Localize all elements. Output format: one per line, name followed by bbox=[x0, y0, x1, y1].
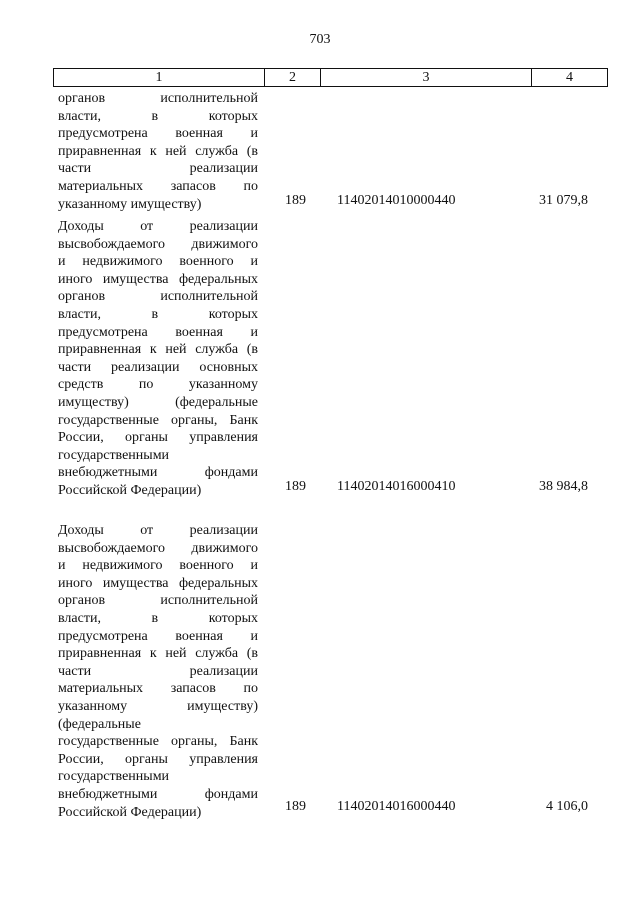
description-line: имуществу) (федеральные bbox=[58, 394, 258, 410]
description-line: Российской Федерации) bbox=[58, 804, 202, 820]
description-line: части реализации основных bbox=[58, 359, 258, 375]
description-line: приравненная к ней служба (в bbox=[58, 143, 258, 159]
table-row bbox=[0, 90, 640, 220]
description-line: материальных запасов по bbox=[58, 681, 258, 697]
description-line: власти, в которых bbox=[58, 610, 258, 626]
description-line: материальных запасов по bbox=[58, 178, 258, 194]
admin-code: 189 bbox=[285, 193, 306, 208]
column-header-2: 2 bbox=[265, 69, 321, 87]
description-line: Доходы от реализации bbox=[58, 219, 258, 234]
description-line: органов исполнительной bbox=[58, 593, 258, 609]
description-line: части реализации bbox=[58, 161, 258, 177]
budget-code: 11402014016000410 bbox=[337, 479, 456, 494]
description-line: органов исполнительной bbox=[58, 289, 258, 305]
row-description bbox=[58, 90, 258, 213]
column-header-table bbox=[53, 68, 608, 87]
description-line: (федеральные bbox=[58, 716, 141, 732]
description-line: России, органы управления bbox=[58, 751, 258, 767]
budget-code: 11402014016000440 bbox=[337, 799, 456, 814]
admin-code: 189 bbox=[285, 799, 306, 814]
description-line: государственные органы, Банк bbox=[58, 734, 258, 750]
table-row bbox=[0, 522, 640, 822]
description-line: предусмотрена военная и bbox=[58, 324, 258, 340]
budget-code: 11402014010000440 bbox=[337, 193, 456, 208]
description-line: иного имущества федеральных bbox=[58, 575, 258, 591]
description-line: и недвижимого военного и bbox=[58, 558, 258, 574]
page-number: 703 bbox=[309, 32, 331, 47]
column-header-3: 3 bbox=[321, 69, 532, 87]
amount: 38 984,8 bbox=[539, 479, 588, 494]
description-line: предусмотрена военная и bbox=[58, 628, 258, 644]
description-line: государственными bbox=[58, 447, 170, 463]
description-line: государственные органы, Банк bbox=[58, 412, 258, 428]
description-line: и недвижимого военного и bbox=[58, 254, 258, 270]
table-row bbox=[0, 218, 640, 498]
description-line: Доходы от реализации bbox=[58, 523, 258, 538]
description-line: указанному имуществу) bbox=[58, 196, 202, 212]
description-line: иного имущества федеральных bbox=[58, 271, 258, 287]
amount: 31 079,8 bbox=[539, 193, 588, 208]
description-line: высвобождаемого движимого bbox=[58, 236, 258, 252]
description-line: предусмотрена военная и bbox=[58, 126, 258, 142]
amount: 4 106,0 bbox=[546, 799, 588, 814]
column-header-4: 4 bbox=[532, 69, 608, 87]
row-description bbox=[58, 218, 258, 500]
description-line: приравненная к ней служба (в bbox=[58, 646, 258, 662]
description-line: средств по указанному bbox=[58, 377, 258, 393]
description-line: внебюджетными фондами bbox=[58, 786, 258, 802]
column-header-1: 1 bbox=[54, 69, 265, 87]
description-line: части реализации bbox=[58, 663, 258, 679]
description-line: приравненная к ней служба (в bbox=[58, 342, 258, 358]
column-header-row bbox=[54, 69, 608, 87]
description-line: власти, в которых bbox=[58, 108, 258, 124]
description-line: власти, в которых bbox=[58, 306, 258, 322]
description-line: указанному имуществу) bbox=[58, 698, 258, 714]
description-line: внебюджетными фондами bbox=[58, 465, 258, 481]
description-line: органов исполнительной bbox=[58, 91, 258, 106]
description-line: Российской Федерации) bbox=[58, 482, 202, 498]
description-line: высвобождаемого движимого bbox=[58, 540, 258, 556]
row-description bbox=[58, 522, 258, 821]
admin-code: 189 bbox=[285, 479, 306, 494]
description-line: государственными bbox=[58, 769, 170, 785]
description-line: России, органы управления bbox=[58, 430, 258, 446]
